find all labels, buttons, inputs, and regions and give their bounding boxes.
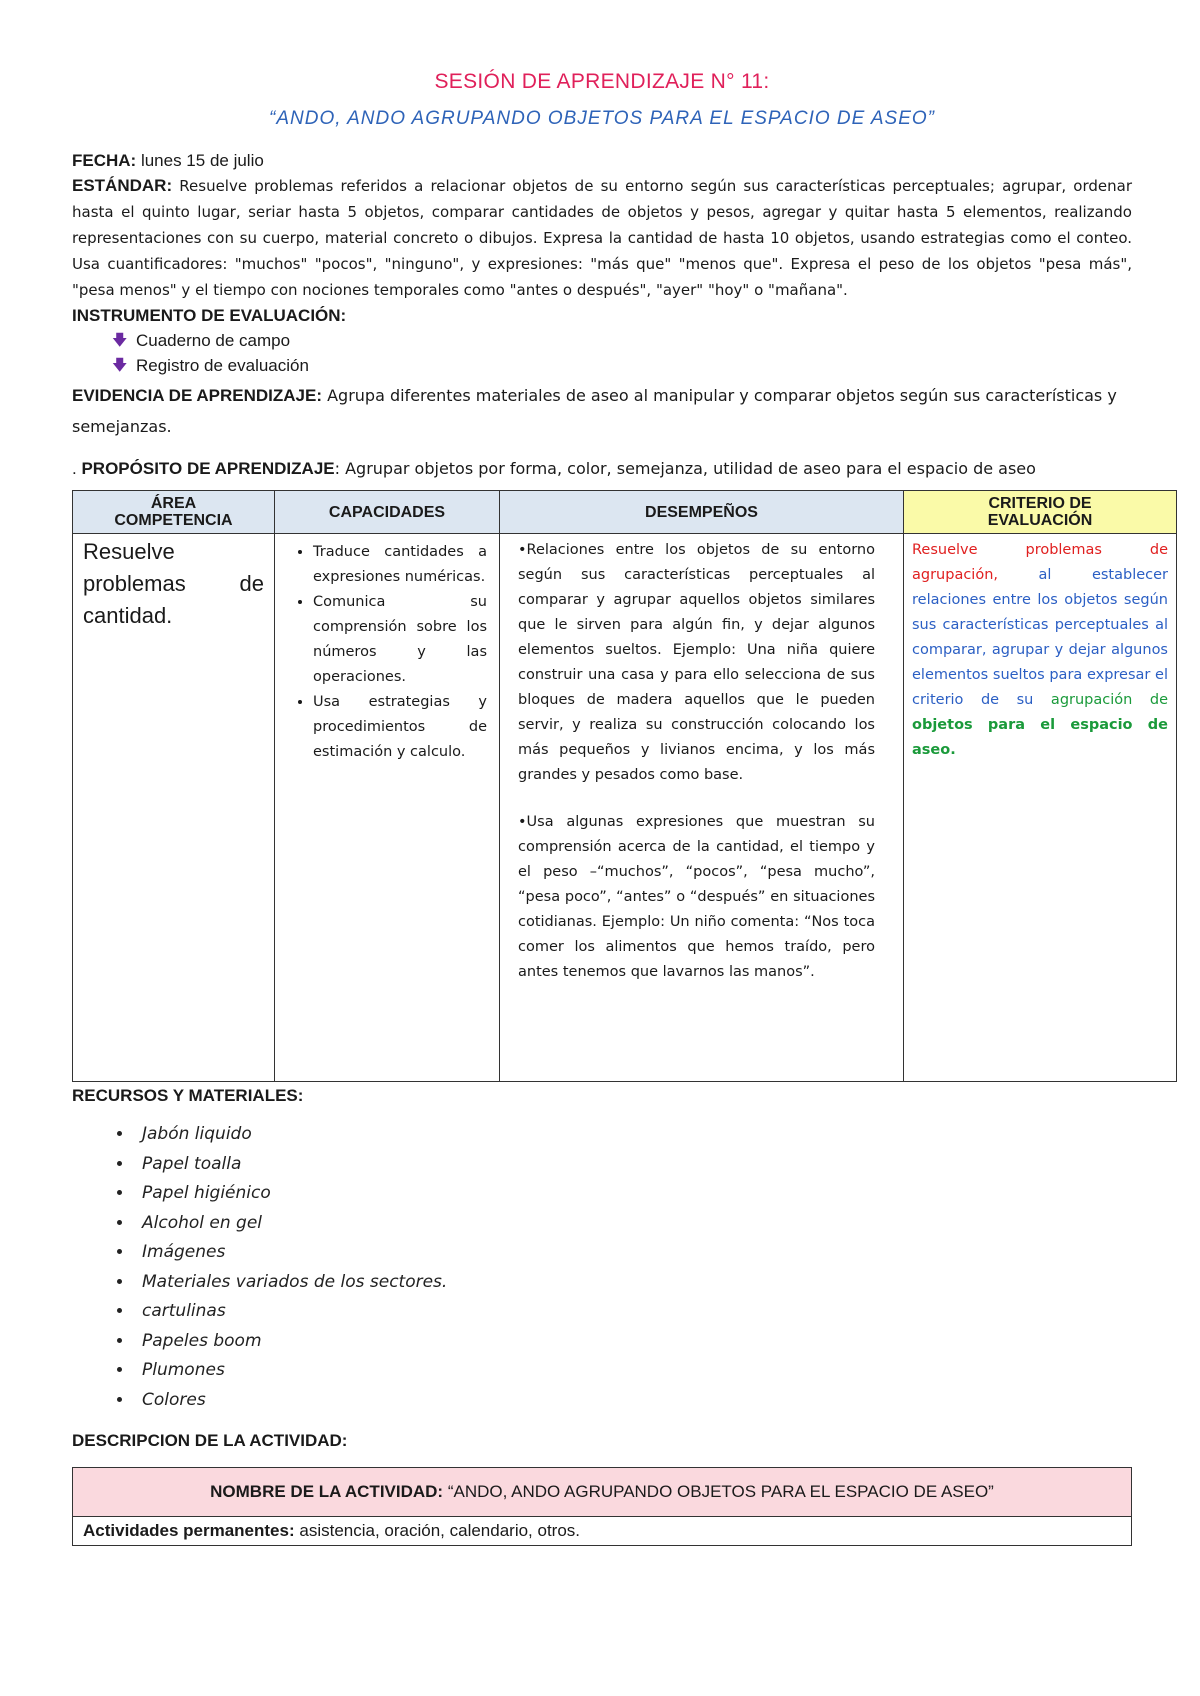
fecha-value: lunes 15 de julio (136, 151, 264, 170)
actividad-nombre-value: “ANDO, ANDO AGRUPANDO OBJETOS PARA EL ESPACIO DE ASEO” (443, 1482, 994, 1501)
actividad-nombre-cell (73, 1468, 1132, 1517)
proposito-paragraph: . PROPÓSITO DE APRENDIZAJE: Agrupar objetos por forma, color, semejanza, utilidad de aseo para el espacio de aseo (72, 459, 1036, 478)
criterio-green-bold: objetos para el espacio de aseo. (912, 717, 1168, 758)
list-item: • Jabón liquido (134, 1120, 1132, 1150)
header-desempenos: DESEMPEÑOS (500, 491, 904, 534)
criterio-red-text: Resuelve problemas de agrupación, (912, 542, 1168, 583)
list-item: • Imágenes (134, 1238, 1132, 1268)
table-row (73, 1468, 1132, 1517)
list-item: • Papeles boom (134, 1327, 1132, 1357)
instrumento-list (72, 328, 1132, 378)
list-item: • Alcohol en gel (134, 1209, 1132, 1239)
capacidades-cell (275, 534, 500, 1082)
list-item: • Usa estrategias y procedimientos de estimación y calculo. (313, 690, 491, 765)
list-item: • Materiales variados de los sectores. (134, 1268, 1132, 1298)
list-item: • Traduce cantidades a expresiones numéricas. (313, 540, 491, 590)
arrow-bullet-icon: 🡇 (112, 332, 128, 349)
criterio-blue-text: al establecer relaciones entre los objetos según sus características perceptuales al comparar, agrupar y dejar algunos elementos sueltos para expresar el criterio de su (912, 567, 1168, 708)
desempeno-1: •Relaciones entre los objetos de su entorno según sus características perceptuales al comparar y agrupar aquellos objetos similares que le sirven para algún fin, y dejar algunos elementos sueltos. Ejemplo: Una niña quiere construir una casa y para ello selecciona de sus bloques de madera aquellos que le pueden servir, y realiza su construcción colocando los más pequeños y livianos encima, y los más grandes y pesados como base. (518, 542, 875, 783)
header-capacidades: CAPACIDADES (275, 491, 500, 534)
evidencia-paragraph (72, 380, 1132, 442)
actividad-table (72, 1467, 1132, 1546)
estandar-label: ESTÁNDAR: (72, 176, 173, 195)
session-title: SESIÓN DE APRENDIZAJE N° 11: (434, 70, 770, 93)
actividad-nombre-label: NOMBRE DE LA ACTIVIDAD: (210, 1482, 444, 1501)
estandar-text: Resuelve problemas referidos a relacionar objetos de su entorno según sus características perceptuales; agrupar, ordenar hasta el quinto lugar, seriar hasta 5 objetos, comparar cantidades de objetos y pesos, agregar y quitar hasta 5 elementos, realizando representaciones con su cuerpo, material concreto o dibujos. Expresa la cantidad de hasta 10 objetos, usando estrategias como el conteo. Usa cuantificadores: "muchos" "pocos", "ninguno", y expresiones: "más que" "menos que". Expresa el peso de los objetos "pesa más", "pesa menos" y el tiempo con nociones temporales como "antes o después", "ayer" "hoy" o "mañana". (72, 177, 1132, 299)
permanentes-value: asistencia, oración, calendario, otros. (294, 1521, 581, 1540)
instrumento-heading: INSTRUMENTO DE EVALUACIÓN: (72, 306, 347, 325)
recursos-list (72, 1120, 1132, 1415)
actividades-permanentes-cell (73, 1517, 1132, 1546)
fecha-label: FECHA: (72, 151, 137, 170)
criterio-cell (904, 534, 1177, 1082)
evidencia-text: Agrupa diferentes materiales de aseo al manipular y comparar objetos según sus características y semejanzas. (72, 386, 1117, 436)
desempeno-2: •Usa algunas expresiones que muestran su comprensión acerca de la cantidad, el tiempo y el peso –“muchos”, “pocos”, “pesa mucho”, “pesa poco”, “antes” o “después” en situaciones cotidianas. Ejemplo: Un niño comenta: “Nos toca comer los alimentos que hemos traído, pero antes tenemos que lavarnos las manos”. (518, 814, 875, 980)
fecha-line (72, 148, 1132, 173)
list-item: • Plumones (134, 1356, 1132, 1386)
list-item: • Colores (134, 1386, 1132, 1416)
desempenos-cell (500, 534, 904, 1082)
permanentes-label: Actividades permanentes: (83, 1521, 295, 1540)
list-item: • Papel toalla (134, 1150, 1132, 1180)
list-item: • Comunica su comprensión sobre los números y las operaciones. (313, 590, 491, 690)
list-item: • Papel higiénico (134, 1179, 1132, 1209)
evidencia-label: EVIDENCIA DE APRENDIZAJE: (72, 386, 322, 405)
criterio-green-text: agrupación de (1033, 692, 1168, 708)
header-criterio: CRITERIO DE EVALUACIÓN (904, 491, 1177, 534)
document-page (72, 60, 1168, 1546)
header-area: ÁREA COMPETENCIA (73, 491, 275, 534)
proposito-label: PROPÓSITO DE APRENDIZAJE (81, 459, 335, 478)
competencia-cell: Resuelve problemas de cantidad. (73, 534, 275, 1082)
table-header-row (73, 491, 1177, 534)
session-subtitle: “ANDO, ANDO AGRUPANDO OBJETOS PARA EL ESPACIO DE ASEO” (269, 108, 935, 129)
list-item: 🡇 Cuaderno de campo (112, 328, 1132, 353)
table-row (73, 534, 1177, 1082)
estandar-paragraph (72, 173, 1132, 303)
table-row (73, 1517, 1132, 1546)
competencias-table (72, 490, 1177, 1082)
proposito-text: : Agrupar objetos por forma, color, semejanza, utilidad de aseo para el espacio de aseo (334, 459, 1036, 478)
list-item: 🡇 Registro de evaluación (112, 353, 1132, 378)
arrow-bullet-icon: 🡇 (112, 357, 128, 374)
recursos-heading: RECURSOS Y MATERIALES: (72, 1086, 304, 1105)
list-item: • cartulinas (134, 1297, 1132, 1327)
descripcion-heading: DESCRIPCION DE LA ACTIVIDAD: (72, 1431, 348, 1450)
